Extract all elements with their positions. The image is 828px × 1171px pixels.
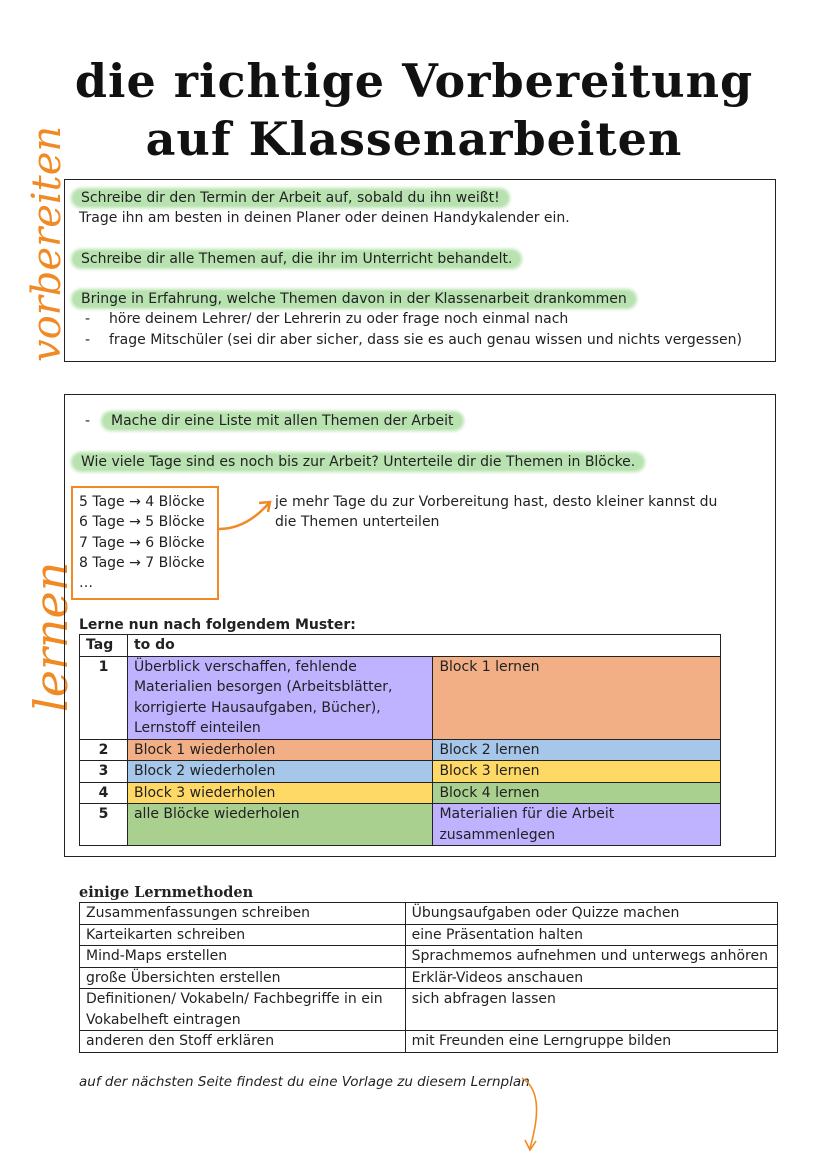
table-row: [80, 946, 778, 968]
prep-bullet-lehrer: höre deinem Lehrer/ der Lehrerin zu oder frage noch einmal nach: [109, 311, 569, 327]
table-cell: Block 1 lernen: [433, 656, 721, 739]
table-cell: eine Präsentation halten: [405, 924, 777, 946]
table-row: [80, 804, 721, 846]
methods-table: [79, 902, 778, 1053]
table-cell: Materialien für die Arbeit zusammenlegen: [433, 804, 721, 846]
table-row: [80, 656, 721, 739]
blocks-line: 8 Tage → 7 Blöcke: [79, 555, 205, 571]
table-cell: Block 4 lernen: [433, 782, 721, 804]
prep-line-termin: Schreibe dir den Termin der Arbeit auf, sobald du ihn weißt!: [73, 190, 508, 206]
table-cell: Überblick verschaffen, fehlende Materialien besorgen (Arbeitsblätter, korrigierte Hausaufgaben, Bücher), Lernstoff einteilen: [127, 656, 432, 739]
orange-arrow-icon: [217, 499, 277, 533]
table-row: [80, 903, 778, 925]
table-cell: sich abfragen lassen: [405, 989, 777, 1031]
prep-line-themen: Schreibe dir alle Themen auf, die ihr im Unterricht behandelt.: [73, 251, 520, 267]
methods-heading: einige Lernmethoden: [79, 884, 254, 901]
blocks-note-line1: je mehr Tage du zur Vorbereitung hast, desto kleiner kannst du: [275, 494, 718, 510]
blocks-line: …: [79, 575, 93, 591]
table-cell: Block 1 wiederholen: [127, 739, 432, 761]
table-row: [80, 924, 778, 946]
table-cell: mit Freunden eine Lerngruppe bilden: [405, 1031, 777, 1053]
table-cell: Karteikarten schreiben: [80, 924, 406, 946]
table-row: [80, 739, 721, 761]
prep-line-planer: Trage ihn am besten in deinen Planer oder deinen Handykalender ein.: [79, 210, 570, 226]
table-row: [80, 989, 778, 1031]
blocks-line: 5 Tage → 4 Blöcke: [79, 494, 205, 510]
table-cell: anderen den Stoff erklären: [80, 1031, 406, 1053]
table-cell: Mind-Maps erstellen: [80, 946, 406, 968]
prep-bullet-mitschueler: frage Mitschüler (sei dir aber sicher, dass sie es auch genau wissen und nichts vergessen): [109, 332, 742, 348]
table-cell: Übungsaufgaben oder Quizze machen: [405, 903, 777, 925]
side-label-lernen: lernen: [24, 561, 78, 712]
table-cell: Block 2 wiederholen: [127, 761, 432, 783]
table-cell: Block 2 lernen: [433, 739, 721, 761]
prep-line-erfahrung: Bringe in Erfahrung, welche Themen davon in der Klassenarbeit drankommen: [73, 291, 635, 307]
table-cell: Erklär-Videos anschauen: [405, 967, 777, 989]
prep-section: [64, 179, 776, 362]
table-cell-tag: 3: [80, 761, 128, 783]
bullet-dash: -: [85, 413, 91, 429]
blocks-note-line2: die Themen unterteilen: [275, 514, 440, 530]
table-row: [80, 967, 778, 989]
table-header-tag: Tag: [80, 635, 128, 657]
table-cell-tag: 4: [80, 782, 128, 804]
bullet-dash: -: [85, 311, 91, 327]
bullet-dash: -: [85, 332, 91, 348]
table-header-todo: to do: [127, 635, 720, 657]
learn-section: [64, 394, 776, 857]
table-cell: Block 3 lernen: [433, 761, 721, 783]
table-cell: alle Blöcke wiederholen: [127, 804, 432, 846]
footer-note: auf der nächsten Seite findest du eine Vorlage zu diesem Lernplan: [79, 1074, 530, 1090]
table-cell: große Übersichten erstellen: [80, 967, 406, 989]
table-cell: Definitionen/ Vokabeln/ Fachbegriffe in ein Vokabelheft eintragen: [80, 989, 406, 1031]
blocks-line: 6 Tage → 5 Blöcke: [79, 514, 205, 530]
learn-line-tage: Wie viele Tage sind es noch bis zur Arbeit? Unterteile dir die Themen in Blöcke.: [73, 454, 643, 470]
page-title-line2: auf Klassenarbeiten: [145, 112, 683, 166]
table-row: [80, 782, 721, 804]
table-cell-tag: 1: [80, 656, 128, 739]
learn-line-liste: Mache dir eine Liste mit allen Themen der Arbeit: [103, 413, 462, 429]
table-cell-tag: 5: [80, 804, 128, 846]
blocks-line: 7 Tage → 6 Blöcke: [79, 535, 205, 551]
muster-heading: Lerne nun nach folgendem Muster:: [79, 617, 356, 633]
page-title-line1: die richtige Vorbereitung: [74, 54, 754, 108]
table-cell: Block 3 wiederholen: [127, 782, 432, 804]
lernplan-table: [79, 634, 721, 846]
down-arrow-icon: [516, 1076, 546, 1156]
table-row: [80, 1031, 778, 1053]
table-cell-tag: 2: [80, 739, 128, 761]
table-row: [80, 761, 721, 783]
table-cell: Sprachmemos aufnehmen und unterwegs anhören: [405, 946, 777, 968]
table-cell: Zusammenfassungen schreiben: [80, 903, 406, 925]
side-label-vorbereiten: vorbereiten: [24, 125, 70, 362]
